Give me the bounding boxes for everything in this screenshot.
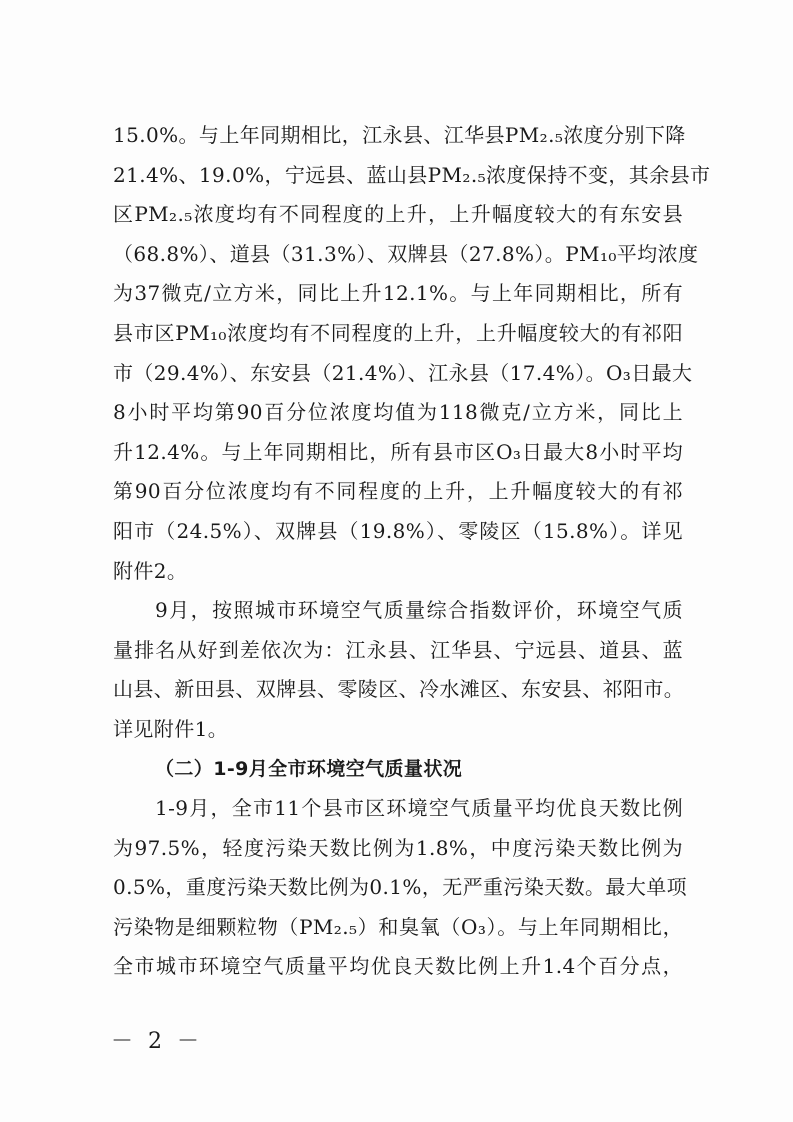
text-line: 8小时平均第90百分位浓度均值为118微克/立方米，同比上 (113, 400, 683, 425)
text-line: 9月，按照城市环境空气质量综合指数评价，环境空气质 (155, 598, 683, 623)
section-heading: （二）1-9月全市环境空气质量状况 (155, 757, 463, 780)
text-line: 0.5%，重度污染天数比例为0.1%，无严重污染天数。最大单项 (113, 875, 688, 900)
text-line: 附件2。 (113, 558, 188, 583)
page-number: － 2 － (111, 1029, 203, 1054)
text-line: 量排名从好到差依次为：江永县、江华县、宁远县、道县、蓝 (113, 637, 683, 662)
text-line: （68.8%）、道县（31.3%）、双牌县（27.8%）。PM₁₀平均浓度 (113, 241, 699, 266)
body-text (113, 116, 711, 987)
text-line: 污染物是细颗粒物（PM₂.₅）和臭氧（O₃）。与上年同期相比， (113, 914, 683, 939)
text-line: 第90百分位浓度均有不同程度的上升，上升幅度较大的有祁 (113, 479, 683, 504)
text-line: 详见附件1。 (113, 716, 229, 741)
text-line: 阳市（24.5%）、双牌县（19.8%）、零陵区（15.8%）。详见 (113, 518, 683, 543)
text-line: 1-9月，全市11个县市区环境空气质量平均优良天数比例 (155, 796, 683, 821)
text-line: 升12.4%。与上年同期相比，所有县市区O₃日最大8小时平均 (113, 439, 683, 464)
text-line: 市（29.4%）、东安县（21.4%）、江永县（17.4%）。O₃日最大 (113, 360, 693, 385)
text-line: 为37微克/立方米，同比上升12.1%。与上年同期相比，所有 (113, 281, 683, 306)
text-line: 21.4%、19.0%，宁远县、蓝山县PM₂.₅浓度保持不变，其余县市 (113, 162, 711, 187)
text-line: 为97.5%，轻度污染天数比例为1.8%，中度污染天数比例为 (113, 835, 683, 860)
text-line: 县市区PM₁₀浓度均有不同程度的上升，上升幅度较大的有祁阳 (113, 320, 683, 345)
text-line: 全市城市环境空气质量平均优良天数比例上升1.4个百分点， (113, 954, 683, 979)
text-line: 区PM₂.₅浓度均有不同程度的上升，上升幅度较大的有东安县 (113, 202, 683, 227)
text-line: 15.0%。与上年同期相比，江永县、江华县PM₂.₅浓度分别下降 (113, 123, 686, 147)
text-line: 山县、新田县、双牌县、零陵区、冷水滩区、东安县、祁阳市。 (113, 677, 685, 702)
